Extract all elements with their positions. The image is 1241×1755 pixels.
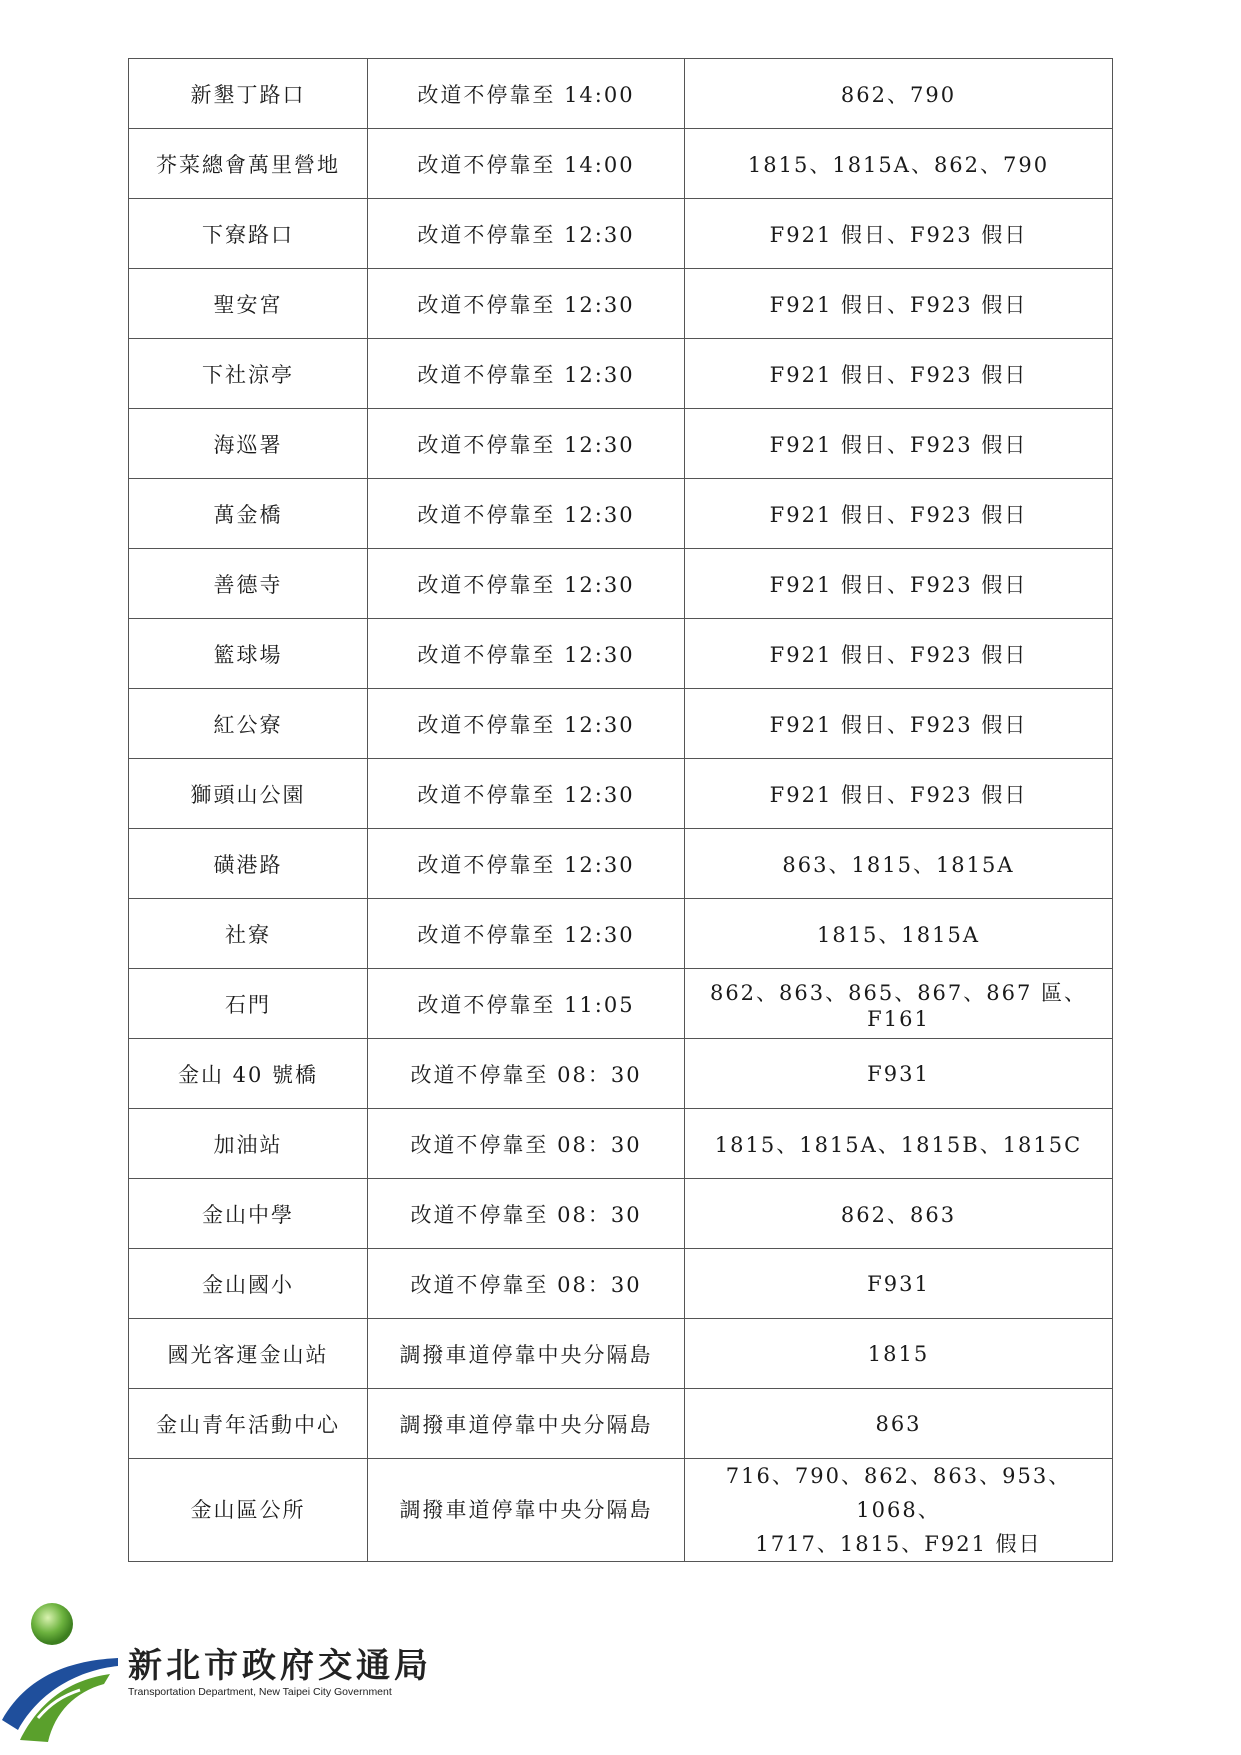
stop-name-cell: 獅頭山公園 [129, 759, 368, 829]
table-row [129, 409, 1113, 479]
change-cell: 調撥車道停靠中央分隔島 [368, 1319, 685, 1389]
table-row [129, 1179, 1113, 1249]
routes-cell: F921 假日、F923 假日 [685, 549, 1113, 619]
stop-name-cell: 金山 40 號橋 [129, 1039, 368, 1109]
table-row [129, 1109, 1113, 1179]
routes-cell: 863、1815、1815A [685, 829, 1113, 899]
routes-cell: F921 假日、F923 假日 [685, 619, 1113, 689]
stop-name-cell: 金山區公所 [129, 1459, 368, 1562]
stop-name-cell: 金山國小 [129, 1249, 368, 1319]
routes-cell: 862、863、865、867、867 區、F161 [685, 969, 1113, 1039]
stop-name-cell: 金山中學 [129, 1179, 368, 1249]
stop-name-cell: 金山青年活動中心 [129, 1389, 368, 1459]
change-cell: 改道不停靠至 12:30 [368, 759, 685, 829]
stop-name-cell: 籃球場 [129, 619, 368, 689]
stop-name-cell: 石門 [129, 969, 368, 1039]
change-cell: 改道不停靠至 12:30 [368, 899, 685, 969]
table-row [129, 689, 1113, 759]
table-row [129, 1389, 1113, 1459]
table-row [129, 1249, 1113, 1319]
table-row [129, 269, 1113, 339]
table-row [129, 829, 1113, 899]
stop-name-cell: 下社涼亭 [129, 339, 368, 409]
bus-stop-table [128, 58, 1113, 1562]
routes-cell: 863 [685, 1389, 1113, 1459]
table-row [129, 479, 1113, 549]
stop-name-cell: 紅公寮 [129, 689, 368, 759]
change-cell: 調撥車道停靠中央分隔島 [368, 1389, 685, 1459]
routes-cell: 1815、1815A [685, 899, 1113, 969]
change-cell: 改道不停靠至 12:30 [368, 479, 685, 549]
logo-sphere [31, 1603, 73, 1645]
stop-name-cell: 芥菜總會萬里營地 [129, 129, 368, 199]
change-cell: 改道不停靠至 12:30 [368, 829, 685, 899]
change-cell: 改道不停靠至 12:30 [368, 409, 685, 479]
routes-cell: F921 假日、F923 假日 [685, 759, 1113, 829]
stop-name-cell: 社寮 [129, 899, 368, 969]
change-cell: 改道不停靠至 12:30 [368, 619, 685, 689]
department-name-english: Transportation Department, New Taipei City Government [128, 1686, 392, 1698]
stop-name-cell: 萬金橋 [129, 479, 368, 549]
routes-cell: F921 假日、F923 假日 [685, 199, 1113, 269]
stop-name-cell: 新墾丁路口 [129, 59, 368, 129]
department-name: 新北市政府交通局 [128, 1646, 432, 1686]
routes-cell [685, 1459, 1113, 1562]
change-cell: 改道不停靠至 14:00 [368, 59, 685, 129]
stop-name-cell: 聖安宮 [129, 269, 368, 339]
routes-cell: F921 假日、F923 假日 [685, 479, 1113, 549]
change-cell: 改道不停靠至 12:30 [368, 689, 685, 759]
stop-name-cell: 海巡署 [129, 409, 368, 479]
change-cell: 改道不停靠至 14:00 [368, 129, 685, 199]
table-row [129, 1319, 1113, 1389]
table-row [129, 199, 1113, 269]
change-cell: 改道不停靠至 12:30 [368, 199, 685, 269]
change-cell: 改道不停靠至 12:30 [368, 269, 685, 339]
change-cell: 改道不停靠至 12:30 [368, 549, 685, 619]
change-cell: 改道不停靠至 08：30 [368, 1249, 685, 1319]
routes-cell: F921 假日、F923 假日 [685, 269, 1113, 339]
table-row [129, 1039, 1113, 1109]
table-row [129, 899, 1113, 969]
table-row [129, 619, 1113, 689]
stop-name-cell: 下寮路口 [129, 199, 368, 269]
routes-cell: F921 假日、F923 假日 [685, 689, 1113, 759]
stop-name-cell: 善德寺 [129, 549, 368, 619]
table-row [129, 1459, 1113, 1562]
change-cell: 改道不停靠至 11:05 [368, 969, 685, 1039]
routes-cell: F931 [685, 1039, 1113, 1109]
change-cell: 調撥車道停靠中央分隔島 [368, 1459, 685, 1562]
routes-line-1: 716、790、862、863、953、1068、 [725, 1464, 1072, 1522]
table-row [129, 549, 1113, 619]
table-row [129, 129, 1113, 199]
routes-cell: 862、790 [685, 59, 1113, 129]
routes-line-2: 1717、1815、F921 假日 [755, 1532, 1042, 1556]
stop-name-cell: 國光客運金山站 [129, 1319, 368, 1389]
stop-name-cell: 磺港路 [129, 829, 368, 899]
routes-cell: F921 假日、F923 假日 [685, 409, 1113, 479]
stop-name-cell: 加油站 [129, 1109, 368, 1179]
change-cell: 改道不停靠至 12:30 [368, 339, 685, 409]
table-row [129, 59, 1113, 129]
routes-cell: F921 假日、F923 假日 [685, 339, 1113, 409]
routes-cell: 862、863 [685, 1179, 1113, 1249]
change-cell: 改道不停靠至 08：30 [368, 1039, 685, 1109]
routes-cell: 1815 [685, 1319, 1113, 1389]
table-row [129, 759, 1113, 829]
routes-cell: 1815、1815A、1815B、1815C [685, 1109, 1113, 1179]
change-cell: 改道不停靠至 08：30 [368, 1109, 685, 1179]
routes-cell: 1815、1815A、862、790 [685, 129, 1113, 199]
table-row [129, 969, 1113, 1039]
routes-cell: F931 [685, 1249, 1113, 1319]
change-cell: 改道不停靠至 08：30 [368, 1179, 685, 1249]
table-row [129, 339, 1113, 409]
